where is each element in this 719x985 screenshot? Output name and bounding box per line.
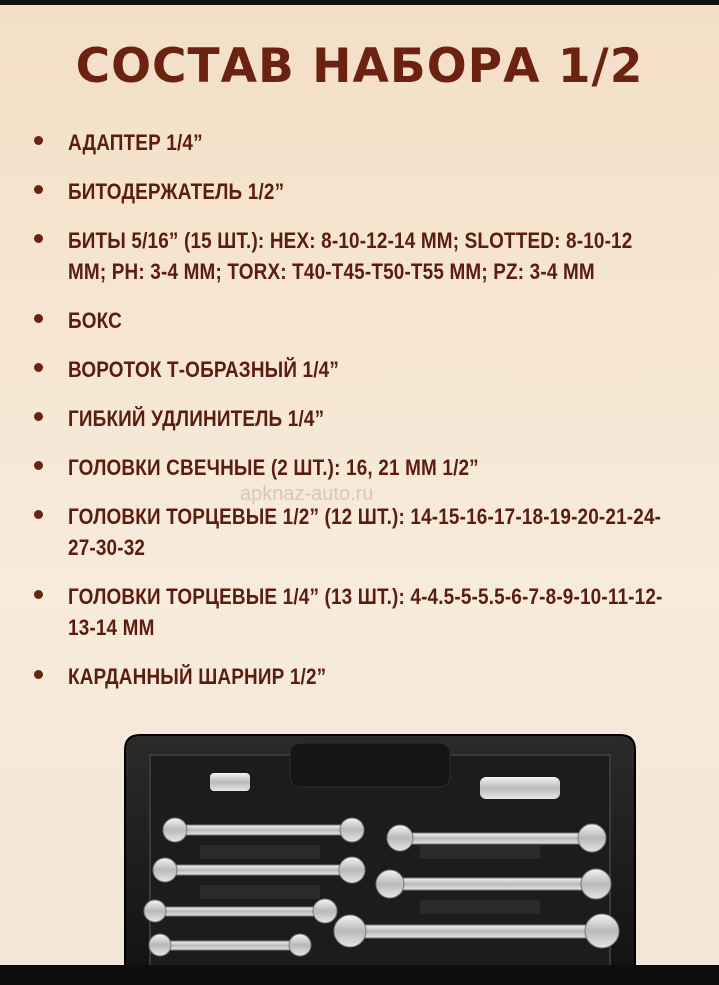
poster-title: СОСТАВ НАБОРА 1/2 — [75, 39, 644, 94]
bullet-icon — [34, 510, 43, 519]
list-item-text: ГОЛОВКИ ТОРЦЕВЫЕ 1/2” (12 ШТ.): 14-15-16-17-18-19-20-21-24-27-30-32 — [68, 504, 662, 560]
list-item — [34, 127, 674, 158]
list-item-text: БОКС — [68, 308, 122, 333]
watermark-text: apknaz-auto.ru — [240, 483, 374, 505]
list-item-text: ВОРОТОК Т-ОБРАЗНЫЙ 1/4” — [68, 357, 340, 382]
bullet-icon — [34, 590, 43, 599]
list-item-text: ГИБКИЙ УДЛИНИТЕЛЬ 1/4” — [68, 406, 325, 431]
list-item — [34, 501, 674, 563]
list-item — [34, 354, 674, 385]
list-item-text: АДАПТЕР 1/4” — [68, 130, 203, 155]
list-item-text: БИТОДЕРЖАТЕЛЬ 1/2” — [68, 179, 285, 204]
list-item — [34, 403, 674, 434]
bullet-icon — [34, 136, 43, 145]
list-item-text: БИТЫ 5/16” (15 ШТ.): HEX: 8-10-12-14 ММ; SLOTTED: 8-10-12 ММ; PH: 3-4 ММ; TORX: T40-T45-T50-T55 ММ; PZ: 3-4 ММ — [68, 228, 633, 284]
list-item-text: ГОЛОВКИ ТОРЦЕВЫЕ 1/4” (13 ШТ.): 4-4.5-5-5.5-6-7-8-9-10-11-12-13-14 ММ — [68, 584, 663, 640]
list-item — [34, 176, 674, 207]
bullet-icon — [34, 461, 43, 470]
list-item-text: ГОЛОВКИ СВЕЧНЫЕ (2 ШТ.): 16, 21 ММ 1/2” — [68, 455, 479, 480]
list-item-text: КАРДАННЫЙ ШАРНИР 1/2” — [68, 664, 327, 689]
bullet-icon — [34, 670, 43, 679]
bullet-icon — [34, 412, 43, 421]
bullet-icon — [34, 234, 43, 243]
bullet-icon — [34, 185, 43, 194]
list-item — [34, 661, 674, 692]
tool-case-image — [120, 725, 640, 965]
list-item — [34, 452, 674, 483]
bullet-icon — [34, 363, 43, 372]
contents-list — [34, 127, 674, 710]
bullet-icon — [34, 314, 43, 323]
list-item — [34, 305, 674, 336]
list-item — [34, 581, 674, 643]
product-poster — [0, 5, 719, 965]
bottom-frame-bar — [0, 965, 719, 985]
list-item — [34, 225, 674, 287]
